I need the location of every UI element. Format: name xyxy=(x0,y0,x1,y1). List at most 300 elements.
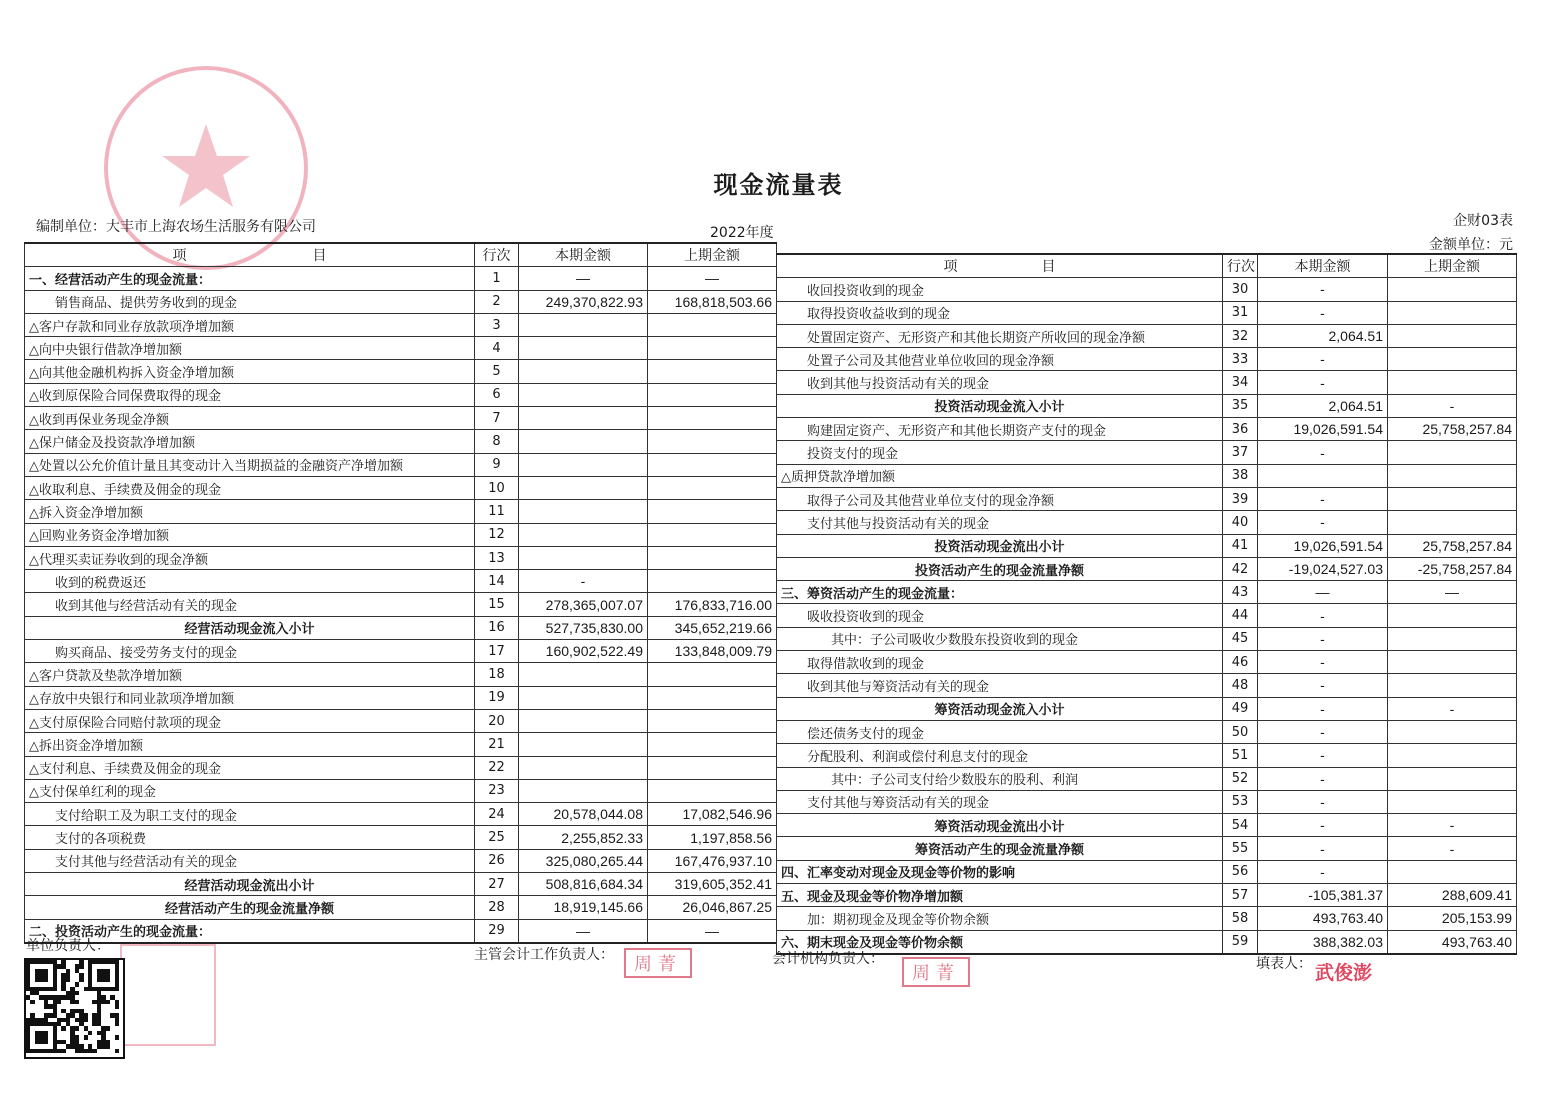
row-prior-amount: — xyxy=(648,919,777,943)
personal-seal xyxy=(120,944,216,1046)
row-current-amount xyxy=(519,476,648,499)
row-item: 支付其他与经营活动有关的现金 xyxy=(25,849,475,872)
row-line-number: 49 xyxy=(1223,697,1258,720)
row-item: 处置子公司及其他营业单位收回的现金净额 xyxy=(777,348,1223,371)
row-current-amount xyxy=(519,383,648,406)
table-row xyxy=(25,383,777,406)
table-row xyxy=(777,511,1517,534)
row-item: △收到原保险合同保费取得的现金 xyxy=(25,383,475,406)
row-prior-amount xyxy=(1388,441,1517,464)
table-row xyxy=(777,441,1517,464)
row-item: 经营活动现金流入小计 xyxy=(25,616,475,639)
row-current-amount: - xyxy=(1258,627,1388,650)
row-item: 经营活动产生的现金流量净额 xyxy=(25,896,475,919)
row-current-amount: 527,735,830.00 xyxy=(519,616,648,639)
table-row xyxy=(777,348,1517,371)
table-row xyxy=(777,837,1517,860)
row-line-number: 20 xyxy=(475,709,519,732)
row-current-amount xyxy=(1258,464,1388,487)
row-prior-amount xyxy=(1388,487,1517,510)
row-line-number: 2 xyxy=(475,290,519,313)
row-prior-amount: -25,758,257.84 xyxy=(1388,557,1517,580)
table-row xyxy=(777,814,1517,837)
row-item: △代理买卖证券收到的现金净额 xyxy=(25,546,475,569)
row-current-amount: 493,763.40 xyxy=(1258,907,1388,930)
row-line-number: 22 xyxy=(475,756,519,779)
row-line-number: 3 xyxy=(475,313,519,336)
table-row xyxy=(777,930,1517,954)
row-item: △向中央银行借款净增加额 xyxy=(25,337,475,360)
row-line-number: 56 xyxy=(1223,860,1258,883)
row-prior-amount: 176,833,716.00 xyxy=(648,593,777,616)
table-row xyxy=(777,790,1517,813)
table-row xyxy=(777,860,1517,883)
row-current-amount: 278,365,007.07 xyxy=(519,593,648,616)
row-prior-amount xyxy=(648,313,777,336)
table-row xyxy=(25,826,777,849)
row-line-number: 30 xyxy=(1223,278,1258,301)
row-current-amount: - xyxy=(1258,348,1388,371)
row-current-amount: 388,382.03 xyxy=(1258,930,1388,954)
row-line-number: 21 xyxy=(475,733,519,756)
table-row xyxy=(25,593,777,616)
row-item: 分配股利、利润或偿付利息支付的现金 xyxy=(777,744,1223,767)
header-item: 项 目 xyxy=(25,243,475,267)
table-row xyxy=(25,896,777,919)
row-item: 支付的各项税费 xyxy=(25,826,475,849)
row-prior-amount xyxy=(648,570,777,593)
row-item: 取得借款收到的现金 xyxy=(777,651,1223,674)
table-row xyxy=(25,640,777,663)
row-item: 加：期初现金及现金等价物余额 xyxy=(777,907,1223,930)
row-line-number: 9 xyxy=(475,453,519,476)
row-current-amount: 19,026,591.54 xyxy=(1258,418,1388,441)
table-row xyxy=(25,803,777,826)
row-item: △质押贷款净增加额 xyxy=(777,464,1223,487)
row-item: 其中：子公司支付给少数股东的股利、利润 xyxy=(777,767,1223,790)
agency-head-label: 会计机构负责人： xyxy=(772,951,884,967)
table-row xyxy=(777,720,1517,743)
row-line-number: 46 xyxy=(1223,651,1258,674)
row-item: △处置以公允价值计量且其变动计入当期损益的金融资产净增加额 xyxy=(25,453,475,476)
table-header-row xyxy=(25,243,777,267)
row-current-amount: - xyxy=(519,570,648,593)
row-prior-amount xyxy=(1388,511,1517,534)
row-prior-amount xyxy=(1388,348,1517,371)
row-item: 六、期末现金及现金等价物余额 xyxy=(777,930,1223,954)
table-row xyxy=(25,337,777,360)
row-line-number: 11 xyxy=(475,500,519,523)
table-row xyxy=(25,686,777,709)
header-item: 项 目 xyxy=(777,254,1223,278)
row-current-amount: -105,381.37 xyxy=(1258,884,1388,907)
row-prior-amount xyxy=(648,453,777,476)
row-item: △存放中央银行和同业款项净增加额 xyxy=(25,686,475,709)
table-row xyxy=(25,360,777,383)
row-current-amount xyxy=(519,709,648,732)
unit-head-label: 单位负责人： xyxy=(26,938,110,954)
row-line-number: 28 xyxy=(475,896,519,919)
table-row xyxy=(25,570,777,593)
row-current-amount: - xyxy=(1258,511,1388,534)
row-prior-amount xyxy=(648,407,777,430)
row-item: 经营活动现金流出小计 xyxy=(25,873,475,896)
row-prior-amount xyxy=(1388,651,1517,674)
row-current-amount: - xyxy=(1258,860,1388,883)
row-current-amount xyxy=(519,407,648,430)
row-line-number: 31 xyxy=(1223,301,1258,324)
table-row xyxy=(25,663,777,686)
row-current-amount: 2,064.51 xyxy=(1258,394,1388,417)
row-prior-amount: 319,605,352.41 xyxy=(648,873,777,896)
row-line-number: 19 xyxy=(475,686,519,709)
row-item: △支付原保险合同赔付款项的现金 xyxy=(25,709,475,732)
row-line-number: 1 xyxy=(475,267,519,290)
row-item: 销售商品、提供劳务收到的现金 xyxy=(25,290,475,313)
row-item: 收到其他与投资活动有关的现金 xyxy=(777,371,1223,394)
table-row xyxy=(25,546,777,569)
row-line-number: 37 xyxy=(1223,441,1258,464)
table-row xyxy=(25,709,777,732)
row-line-number: 24 xyxy=(475,803,519,826)
row-current-amount: - xyxy=(1258,651,1388,674)
row-line-number: 15 xyxy=(475,593,519,616)
row-current-amount: -19,024,527.03 xyxy=(1258,557,1388,580)
row-prior-amount: 345,652,219.66 xyxy=(648,616,777,639)
header-current: 本期金额 xyxy=(519,243,648,267)
row-prior-amount xyxy=(648,523,777,546)
table-row xyxy=(777,534,1517,557)
table-row xyxy=(777,604,1517,627)
row-item: △客户存款和同业存放款项净增加额 xyxy=(25,313,475,336)
row-item: △回购业务资金净增加额 xyxy=(25,523,475,546)
row-current-amount: 508,816,684.34 xyxy=(519,873,648,896)
row-line-number: 7 xyxy=(475,407,519,430)
row-item: 投资活动现金流出小计 xyxy=(777,534,1223,557)
table-row xyxy=(25,919,777,943)
row-item: 偿还债务支付的现金 xyxy=(777,720,1223,743)
row-prior-amount xyxy=(648,686,777,709)
right-cashflow-table xyxy=(776,253,1517,955)
row-prior-amount: 167,476,937.10 xyxy=(648,849,777,872)
row-current-amount xyxy=(519,546,648,569)
row-prior-amount: - xyxy=(1388,394,1517,417)
row-current-amount xyxy=(519,500,648,523)
row-item: 四、汇率变动对现金及现金等价物的影响 xyxy=(777,860,1223,883)
row-item: 收到其他与筹资活动有关的现金 xyxy=(777,674,1223,697)
row-prior-amount xyxy=(1388,720,1517,743)
row-prior-amount: 25,758,257.84 xyxy=(1388,534,1517,557)
row-line-number: 52 xyxy=(1223,767,1258,790)
row-line-number: 55 xyxy=(1223,837,1258,860)
table-row xyxy=(777,394,1517,417)
table-row xyxy=(777,324,1517,347)
header-current: 本期金额 xyxy=(1258,254,1388,278)
row-line-number: 35 xyxy=(1223,394,1258,417)
table-row xyxy=(777,651,1517,674)
row-line-number: 18 xyxy=(475,663,519,686)
row-current-amount xyxy=(519,663,648,686)
row-line-number: 5 xyxy=(475,360,519,383)
row-line-number: 16 xyxy=(475,616,519,639)
row-line-number: 13 xyxy=(475,546,519,569)
table-row xyxy=(25,873,777,896)
table-row xyxy=(25,500,777,523)
form-code: 企财03表 xyxy=(1453,213,1513,229)
row-prior-amount: 205,153.99 xyxy=(1388,907,1517,930)
row-current-amount xyxy=(519,733,648,756)
row-item: △收取利息、手续费及佣金的现金 xyxy=(25,476,475,499)
row-line-number: 57 xyxy=(1223,884,1258,907)
row-item: △保户储金及投资款净增加额 xyxy=(25,430,475,453)
row-item: 处置固定资产、无形资产和其他长期资产所收回的现金净额 xyxy=(777,324,1223,347)
row-prior-amount xyxy=(1388,767,1517,790)
row-line-number: 45 xyxy=(1223,627,1258,650)
table-row xyxy=(25,407,777,430)
table-row xyxy=(25,453,777,476)
row-item: 购买商品、接受劳务支付的现金 xyxy=(25,640,475,663)
table-row xyxy=(777,418,1517,441)
row-item: 五、现金及现金等价物净增加额 xyxy=(777,884,1223,907)
row-current-amount: - xyxy=(1258,604,1388,627)
row-line-number: 51 xyxy=(1223,744,1258,767)
table-row xyxy=(25,313,777,336)
row-current-amount: — xyxy=(519,267,648,290)
row-current-amount: 20,578,044.08 xyxy=(519,803,648,826)
row-current-amount: - xyxy=(1258,720,1388,743)
filler-label: 填表人： xyxy=(1256,956,1312,972)
row-item: 其中：子公司吸收少数股东投资收到的现金 xyxy=(777,627,1223,650)
row-current-amount: - xyxy=(1258,790,1388,813)
row-line-number: 6 xyxy=(475,383,519,406)
row-prior-amount xyxy=(648,383,777,406)
row-current-amount: - xyxy=(1258,814,1388,837)
table-row xyxy=(777,674,1517,697)
row-current-amount: - xyxy=(1258,441,1388,464)
row-item: 一、经营活动产生的现金流量： xyxy=(25,267,475,290)
table-row xyxy=(777,371,1517,394)
row-prior-amount: 25,758,257.84 xyxy=(1388,418,1517,441)
row-prior-amount: - xyxy=(1388,697,1517,720)
row-line-number: 50 xyxy=(1223,720,1258,743)
row-item: 三、筹资活动产生的现金流量： xyxy=(777,581,1223,604)
table-row xyxy=(777,697,1517,720)
table-row xyxy=(25,290,777,313)
table-row xyxy=(777,767,1517,790)
row-current-amount xyxy=(519,756,648,779)
row-prior-amount xyxy=(1388,278,1517,301)
row-line-number: 42 xyxy=(1223,557,1258,580)
row-current-amount xyxy=(519,779,648,802)
row-line-number: 36 xyxy=(1223,418,1258,441)
row-line-number: 23 xyxy=(475,779,519,802)
table-row xyxy=(777,627,1517,650)
row-line-number: 8 xyxy=(475,430,519,453)
left-cashflow-table xyxy=(24,242,777,944)
row-line-number: 10 xyxy=(475,476,519,499)
table-row xyxy=(777,557,1517,580)
header-line: 行次 xyxy=(1223,254,1258,278)
row-current-amount: - xyxy=(1258,837,1388,860)
row-line-number: 25 xyxy=(475,826,519,849)
header-prior: 上期金额 xyxy=(1388,254,1517,278)
row-current-amount: 2,255,852.33 xyxy=(519,826,648,849)
row-current-amount: 249,370,822.93 xyxy=(519,290,648,313)
row-prior-amount xyxy=(1388,324,1517,347)
row-item: 收到其他与经营活动有关的现金 xyxy=(25,593,475,616)
row-item: 筹资活动产生的现金流量净额 xyxy=(777,837,1223,860)
row-item: 收回投资收到的现金 xyxy=(777,278,1223,301)
row-current-amount: 19,026,591.54 xyxy=(1258,534,1388,557)
row-current-amount: — xyxy=(519,919,648,943)
row-prior-amount: 493,763.40 xyxy=(1388,930,1517,954)
row-item: 支付给职工及为职工支付的现金 xyxy=(25,803,475,826)
qr-code-icon xyxy=(24,958,125,1059)
row-item: 投资活动产生的现金流量净额 xyxy=(777,557,1223,580)
table-row xyxy=(25,476,777,499)
row-prior-amount xyxy=(648,360,777,383)
row-item: △拆入资金净增加额 xyxy=(25,500,475,523)
row-current-amount: 18,919,145.66 xyxy=(519,896,648,919)
row-item: 二、投资活动产生的现金流量： xyxy=(25,919,475,943)
row-prior-amount xyxy=(1388,744,1517,767)
table-row xyxy=(25,756,777,779)
row-prior-amount: — xyxy=(1388,581,1517,604)
row-prior-amount: 168,818,503.66 xyxy=(648,290,777,313)
table-row xyxy=(777,907,1517,930)
table-row xyxy=(25,849,777,872)
row-prior-amount: 26,046,867.25 xyxy=(648,896,777,919)
row-prior-amount xyxy=(648,546,777,569)
row-current-amount xyxy=(519,337,648,360)
header-line: 行次 xyxy=(475,243,519,267)
row-current-amount xyxy=(519,430,648,453)
row-prior-amount xyxy=(648,476,777,499)
row-line-number: 17 xyxy=(475,640,519,663)
row-item: △支付保单红利的现金 xyxy=(25,779,475,802)
row-prior-amount xyxy=(1388,371,1517,394)
row-current-amount: — xyxy=(1258,581,1388,604)
row-line-number: 54 xyxy=(1223,814,1258,837)
table-row xyxy=(25,523,777,546)
row-current-amount: - xyxy=(1258,767,1388,790)
table-row xyxy=(777,278,1517,301)
row-line-number: 34 xyxy=(1223,371,1258,394)
row-line-number: 58 xyxy=(1223,907,1258,930)
table-row xyxy=(777,581,1517,604)
row-current-amount xyxy=(519,313,648,336)
row-prior-amount xyxy=(1388,674,1517,697)
table-row xyxy=(25,267,777,290)
table-header-row xyxy=(777,254,1517,278)
row-line-number: 44 xyxy=(1223,604,1258,627)
row-prior-amount xyxy=(1388,301,1517,324)
row-prior-amount xyxy=(1388,627,1517,650)
row-current-amount xyxy=(519,523,648,546)
row-item: 投资活动现金流入小计 xyxy=(777,394,1223,417)
row-prior-amount xyxy=(1388,860,1517,883)
row-item: △客户贷款及垫款净增加额 xyxy=(25,663,475,686)
table-row xyxy=(777,884,1517,907)
accounting-head-label: 主管会计工作负责人： xyxy=(474,947,614,963)
row-item: △拆出资金净增加额 xyxy=(25,733,475,756)
row-line-number: 4 xyxy=(475,337,519,360)
row-prior-amount: 133,848,009.79 xyxy=(648,640,777,663)
row-line-number: 33 xyxy=(1223,348,1258,371)
table-row xyxy=(25,616,777,639)
row-prior-amount: 1,197,858.56 xyxy=(648,826,777,849)
row-line-number: 41 xyxy=(1223,534,1258,557)
report-year: 2022年度 xyxy=(710,225,774,241)
table-row xyxy=(25,430,777,453)
row-current-amount xyxy=(519,686,648,709)
row-item: 购建固定资产、无形资产和其他长期资产支付的现金 xyxy=(777,418,1223,441)
amount-unit: 金额单位：元 xyxy=(1429,237,1513,253)
row-prior-amount: 17,082,546.96 xyxy=(648,803,777,826)
row-prior-amount xyxy=(648,756,777,779)
row-line-number: 48 xyxy=(1223,674,1258,697)
table-row xyxy=(25,779,777,802)
row-item: 支付其他与筹资活动有关的现金 xyxy=(777,790,1223,813)
row-current-amount: 160,902,522.49 xyxy=(519,640,648,663)
row-current-amount: 325,080,265.44 xyxy=(519,849,648,872)
row-prior-amount xyxy=(1388,604,1517,627)
row-prior-amount: — xyxy=(648,267,777,290)
table-row xyxy=(777,487,1517,510)
row-line-number: 53 xyxy=(1223,790,1258,813)
row-item: 吸收投资收到的现金 xyxy=(777,604,1223,627)
row-current-amount xyxy=(519,360,648,383)
row-item: 筹资活动现金流入小计 xyxy=(777,697,1223,720)
row-prior-amount: - xyxy=(1388,837,1517,860)
accounting-head-stamp: 周菁 xyxy=(624,948,692,978)
row-prior-amount: - xyxy=(1388,814,1517,837)
row-current-amount: - xyxy=(1258,697,1388,720)
row-line-number: 26 xyxy=(475,849,519,872)
row-item: △向其他金融机构拆入资金净增加额 xyxy=(25,360,475,383)
page-title: 现金流量表 xyxy=(713,171,844,199)
row-line-number: 39 xyxy=(1223,487,1258,510)
row-line-number: 43 xyxy=(1223,581,1258,604)
filler-signature: 武俊澎 xyxy=(1315,962,1373,984)
row-item: 投资支付的现金 xyxy=(777,441,1223,464)
row-line-number: 14 xyxy=(475,570,519,593)
row-current-amount: - xyxy=(1258,674,1388,697)
row-item: 收到的税费返还 xyxy=(25,570,475,593)
row-item: △收到再保业务现金净额 xyxy=(25,407,475,430)
row-prior-amount: 288,609.41 xyxy=(1388,884,1517,907)
row-current-amount: - xyxy=(1258,278,1388,301)
row-line-number: 12 xyxy=(475,523,519,546)
row-prior-amount xyxy=(1388,464,1517,487)
row-line-number: 59 xyxy=(1223,930,1258,954)
table-row xyxy=(777,464,1517,487)
row-prior-amount xyxy=(648,733,777,756)
row-current-amount: - xyxy=(1258,371,1388,394)
row-prior-amount xyxy=(648,779,777,802)
row-current-amount: 2,064.51 xyxy=(1258,324,1388,347)
row-prior-amount xyxy=(648,337,777,360)
row-current-amount: - xyxy=(1258,744,1388,767)
row-prior-amount xyxy=(648,709,777,732)
row-prior-amount xyxy=(648,500,777,523)
row-current-amount xyxy=(519,453,648,476)
row-line-number: 29 xyxy=(475,919,519,943)
row-line-number: 27 xyxy=(475,873,519,896)
agency-head-stamp: 周菁 xyxy=(902,957,970,987)
row-item: 取得子公司及其他营业单位支付的现金净额 xyxy=(777,487,1223,510)
row-current-amount: - xyxy=(1258,301,1388,324)
